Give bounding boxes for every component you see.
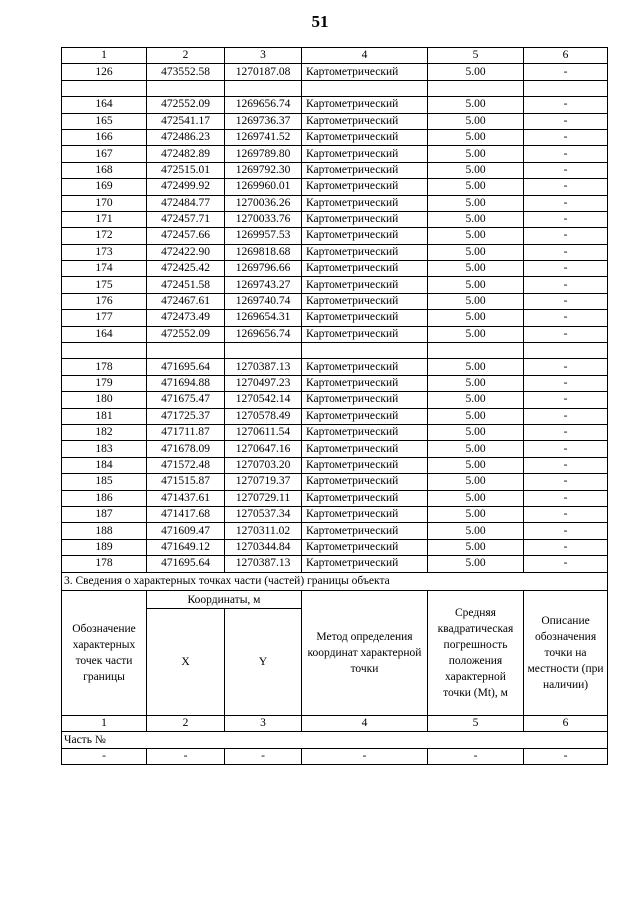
table-cell: 472541.17 <box>147 113 225 129</box>
column-number: 4 <box>302 48 428 64</box>
header-method: Метод определения координат характерной точки <box>302 591 428 716</box>
table-cell: 180 <box>62 392 147 408</box>
table-cell: 5.00 <box>428 129 524 145</box>
table-cell: 471678.09 <box>147 441 225 457</box>
method-cell: Картометрический <box>302 441 428 457</box>
table-cell: - <box>524 424 608 440</box>
method-cell: Картометрический <box>302 129 428 145</box>
table-cell: - <box>428 748 524 764</box>
method-cell: Картометрический <box>302 490 428 506</box>
table-cell: 173 <box>62 244 147 260</box>
table-cell: 1269740.74 <box>225 293 302 309</box>
table-cell: 1269796.66 <box>225 261 302 277</box>
table-cell: 1270647.16 <box>225 441 302 457</box>
table-cell: 1269654.31 <box>225 310 302 326</box>
empty-cell <box>62 80 147 96</box>
table-cell: 5.00 <box>428 474 524 490</box>
table-cell: - <box>62 748 147 764</box>
column-number-row <box>62 716 608 732</box>
table-row <box>62 179 608 195</box>
table-cell: 187 <box>62 506 147 522</box>
table-cell: 472457.71 <box>147 211 225 227</box>
table-cell: 471675.47 <box>147 392 225 408</box>
table-cell: 181 <box>62 408 147 424</box>
table-cell: 179 <box>62 375 147 391</box>
table-cell: - <box>524 228 608 244</box>
table-cell: 5.00 <box>428 506 524 522</box>
table-cell: 471711.87 <box>147 424 225 440</box>
table-cell: 1270703.20 <box>225 457 302 473</box>
table-cell: 1270387.13 <box>225 556 302 572</box>
table-cell: - <box>524 408 608 424</box>
table-cell: 1270578.49 <box>225 408 302 424</box>
table-cell: 1270036.26 <box>225 195 302 211</box>
table-cell: - <box>524 375 608 391</box>
table-cell: 1270719.37 <box>225 474 302 490</box>
table-cell: 5.00 <box>428 424 524 440</box>
table-row <box>62 113 608 129</box>
column-number-row <box>62 48 608 64</box>
header-accuracy: Средняя квадратическая погрешность положения характерной точки (Mt), м <box>428 591 524 716</box>
column-number: 1 <box>62 716 147 732</box>
column-number: 4 <box>302 716 428 732</box>
table-cell: 5.00 <box>428 293 524 309</box>
method-cell: Картометрический <box>302 359 428 375</box>
method-cell: Картометрический <box>302 392 428 408</box>
table-cell: 472552.09 <box>147 326 225 342</box>
method-cell: Картометрический <box>302 64 428 80</box>
method-cell: Картометрический <box>302 211 428 227</box>
table-cell: - <box>524 506 608 522</box>
table-cell: 168 <box>62 162 147 178</box>
table-cell: 1269792.30 <box>225 162 302 178</box>
table-cell: 177 <box>62 310 147 326</box>
table-row <box>62 162 608 178</box>
column-number: 5 <box>428 48 524 64</box>
method-cell: Картометрический <box>302 97 428 113</box>
empty-cell <box>147 343 225 359</box>
method-cell: Картометрический <box>302 556 428 572</box>
table-cell: - <box>524 195 608 211</box>
table-row <box>62 539 608 555</box>
table-cell: 1270611.54 <box>225 424 302 440</box>
table-cell: 5.00 <box>428 375 524 391</box>
column-number: 5 <box>428 716 524 732</box>
table-cell: 471609.47 <box>147 523 225 539</box>
method-cell: Картометрический <box>302 310 428 326</box>
table-cell: 164 <box>62 97 147 113</box>
table-cell: 1270187.08 <box>225 64 302 80</box>
method-cell: Картометрический <box>302 506 428 522</box>
part-label: Часть № <box>62 732 608 748</box>
header-description: Описание обозначения точки на местности (при наличии) <box>524 591 608 716</box>
table-cell: 175 <box>62 277 147 293</box>
table-cell: 178 <box>62 556 147 572</box>
table-cell: 5.00 <box>428 64 524 80</box>
method-cell: Картометрический <box>302 375 428 391</box>
table-cell: - <box>524 211 608 227</box>
table-cell: 5.00 <box>428 277 524 293</box>
method-cell: Картометрический <box>302 293 428 309</box>
table-cell: - <box>524 326 608 342</box>
table-cell: - <box>524 97 608 113</box>
table-cell: 5.00 <box>428 539 524 555</box>
table-cell: 471695.64 <box>147 359 225 375</box>
table-row <box>62 523 608 539</box>
empty-cell <box>428 80 524 96</box>
table-cell: 5.00 <box>428 179 524 195</box>
table-cell: 472552.09 <box>147 97 225 113</box>
method-cell: Картометрический <box>302 408 428 424</box>
table-cell: 472425.42 <box>147 261 225 277</box>
table-cell: 5.00 <box>428 146 524 162</box>
table-cell: 5.00 <box>428 162 524 178</box>
table-cell: 126 <box>62 64 147 80</box>
table-row <box>62 392 608 408</box>
table-cell: - <box>524 556 608 572</box>
table-cell: 472457.66 <box>147 228 225 244</box>
table-row <box>62 474 608 490</box>
table-cell: 178 <box>62 359 147 375</box>
table-cell: 5.00 <box>428 97 524 113</box>
table-row <box>62 441 608 457</box>
table-cell: - <box>524 310 608 326</box>
table-cell: 5.00 <box>428 523 524 539</box>
table-cell: 164 <box>62 326 147 342</box>
group-separator-row <box>62 80 608 96</box>
table-cell: 1269960.01 <box>225 179 302 195</box>
method-cell: Картометрический <box>302 195 428 211</box>
page-number: 51 <box>311 12 329 31</box>
empty-cell <box>302 80 428 96</box>
table-cell: 471649.12 <box>147 539 225 555</box>
method-cell: Картометрический <box>302 113 428 129</box>
table-cell: 472499.92 <box>147 179 225 195</box>
method-cell: Картометрический <box>302 179 428 195</box>
table-cell: 5.00 <box>428 244 524 260</box>
table-cell: - <box>524 293 608 309</box>
table-cell: 186 <box>62 490 147 506</box>
table-cell: - <box>147 748 225 764</box>
table-row <box>62 490 608 506</box>
table-row <box>62 293 608 309</box>
table-row <box>62 97 608 113</box>
table-cell: 1269818.68 <box>225 244 302 260</box>
empty-cell <box>524 343 608 359</box>
table-cell: 1269736.37 <box>225 113 302 129</box>
method-cell: Картометрический <box>302 539 428 555</box>
table-cell: 184 <box>62 457 147 473</box>
method-cell: Картометрический <box>302 326 428 342</box>
table-cell: 472467.61 <box>147 293 225 309</box>
table-row <box>62 64 608 80</box>
table-cell: - <box>524 113 608 129</box>
table-cell: 5.00 <box>428 195 524 211</box>
table-cell: 472451.58 <box>147 277 225 293</box>
table-row <box>62 359 608 375</box>
method-cell: Картометрический <box>302 474 428 490</box>
table-cell: 170 <box>62 195 147 211</box>
table-cell: 472486.23 <box>147 129 225 145</box>
header-point-designation: Обозначение характерных точек части границы <box>62 591 147 716</box>
table-cell: - <box>524 748 608 764</box>
method-cell: Картометрический <box>302 457 428 473</box>
table-cell: 5.00 <box>428 359 524 375</box>
table-cell: - <box>524 392 608 408</box>
table-cell: 5.00 <box>428 310 524 326</box>
table-cell: 5.00 <box>428 326 524 342</box>
table-cell: 172 <box>62 228 147 244</box>
method-cell: Картометрический <box>302 277 428 293</box>
table-cell: - <box>524 244 608 260</box>
table-cell: 5.00 <box>428 392 524 408</box>
method-cell: Картометрический <box>302 523 428 539</box>
table-cell: 1269957.53 <box>225 228 302 244</box>
table-row <box>62 277 608 293</box>
column-number: 3 <box>225 48 302 64</box>
table-cell: 5.00 <box>428 228 524 244</box>
table-row <box>62 408 608 424</box>
table-cell: - <box>524 129 608 145</box>
table-row <box>62 424 608 440</box>
table-cell: 189 <box>62 539 147 555</box>
table-cell: 471417.68 <box>147 506 225 522</box>
empty-cell <box>428 343 524 359</box>
table-cell: 1269743.27 <box>225 277 302 293</box>
table-cell: 169 <box>62 179 147 195</box>
table-row <box>62 326 608 342</box>
table-cell: - <box>225 748 302 764</box>
table-cell: 471695.64 <box>147 556 225 572</box>
table-cell: 5.00 <box>428 490 524 506</box>
group-separator-row <box>62 343 608 359</box>
table-cell: - <box>524 490 608 506</box>
coordinates-table <box>61 47 608 573</box>
table-cell: 473552.58 <box>147 64 225 80</box>
empty-cell <box>524 80 608 96</box>
table-cell: 1270344.84 <box>225 539 302 555</box>
table-cell: 1270497.23 <box>225 375 302 391</box>
table-cell: 165 <box>62 113 147 129</box>
table-cell: 5.00 <box>428 556 524 572</box>
table-row <box>62 146 608 162</box>
table-row <box>62 195 608 211</box>
table-cell: 5.00 <box>428 113 524 129</box>
table-cell: 471694.88 <box>147 375 225 391</box>
table-cell: - <box>524 261 608 277</box>
table-cell: 171 <box>62 211 147 227</box>
method-cell: Картометрический <box>302 146 428 162</box>
column-number: 6 <box>524 48 608 64</box>
table-row <box>62 556 608 572</box>
table-cell: 176 <box>62 293 147 309</box>
table-cell: 1270311.02 <box>225 523 302 539</box>
column-number: 6 <box>524 716 608 732</box>
table-cell: 5.00 <box>428 261 524 277</box>
table-cell: 1270537.34 <box>225 506 302 522</box>
method-cell: Картометрический <box>302 244 428 260</box>
table-cell: 471437.61 <box>147 490 225 506</box>
section-title: 3. Сведения о характерных точках части (частей) границы объекта <box>62 573 608 591</box>
table-row <box>62 228 608 244</box>
table-cell: - <box>524 523 608 539</box>
table-row <box>62 129 608 145</box>
empty-cell <box>62 343 147 359</box>
table-cell: 1269741.52 <box>225 129 302 145</box>
table-cell: 182 <box>62 424 147 440</box>
empty-data-row <box>62 748 608 764</box>
table-cell: 1269656.74 <box>225 326 302 342</box>
table-row <box>62 211 608 227</box>
table-cell: 167 <box>62 146 147 162</box>
table-row <box>62 375 608 391</box>
table-cell: 472482.89 <box>147 146 225 162</box>
column-number: 2 <box>147 48 225 64</box>
table-cell: 1270387.13 <box>225 359 302 375</box>
table-cell: - <box>524 539 608 555</box>
table-cell: - <box>524 162 608 178</box>
header-coordinates: Координаты, м <box>147 591 302 609</box>
table-cell: - <box>524 359 608 375</box>
table-cell: 471725.37 <box>147 408 225 424</box>
table-cell: 1270542.14 <box>225 392 302 408</box>
table-cell: 1270033.76 <box>225 211 302 227</box>
table-cell: - <box>524 64 608 80</box>
table-cell: 1269656.74 <box>225 97 302 113</box>
table-cell: 183 <box>62 441 147 457</box>
empty-cell <box>302 343 428 359</box>
table-cell: 174 <box>62 261 147 277</box>
table-cell: - <box>524 441 608 457</box>
table-cell: 166 <box>62 129 147 145</box>
table-cell: 5.00 <box>428 408 524 424</box>
empty-cell <box>225 343 302 359</box>
part-boundary-points-table <box>61 572 608 765</box>
method-cell: Картометрический <box>302 162 428 178</box>
table-row <box>62 457 608 473</box>
column-number: 1 <box>62 48 147 64</box>
table-cell: 472484.77 <box>147 195 225 211</box>
table-row <box>62 506 608 522</box>
table-cell: - <box>524 277 608 293</box>
table-row <box>62 261 608 277</box>
table-cell: 5.00 <box>428 211 524 227</box>
empty-cell <box>225 80 302 96</box>
table-cell: 5.00 <box>428 457 524 473</box>
table-cell: - <box>524 457 608 473</box>
column-number: 2 <box>147 716 225 732</box>
table-cell: 5.00 <box>428 441 524 457</box>
table-cell: 472473.49 <box>147 310 225 326</box>
table-cell: 472422.90 <box>147 244 225 260</box>
table-cell: 1270729.11 <box>225 490 302 506</box>
table-row <box>62 244 608 260</box>
table-cell: 185 <box>62 474 147 490</box>
table-cell: 471572.48 <box>147 457 225 473</box>
method-cell: Картометрический <box>302 424 428 440</box>
table-cell: - <box>524 146 608 162</box>
table-cell: 188 <box>62 523 147 539</box>
header-x: X <box>147 609 225 716</box>
column-number: 3 <box>225 716 302 732</box>
table-cell: 1269789.80 <box>225 146 302 162</box>
method-cell: Картометрический <box>302 228 428 244</box>
header-y: Y <box>225 609 302 716</box>
table-cell: - <box>524 474 608 490</box>
table-cell: - <box>524 179 608 195</box>
table-cell: 472515.01 <box>147 162 225 178</box>
method-cell: Картометрический <box>302 261 428 277</box>
table-cell: 471515.87 <box>147 474 225 490</box>
table-cell: - <box>302 748 428 764</box>
empty-cell <box>147 80 225 96</box>
table-row <box>62 310 608 326</box>
